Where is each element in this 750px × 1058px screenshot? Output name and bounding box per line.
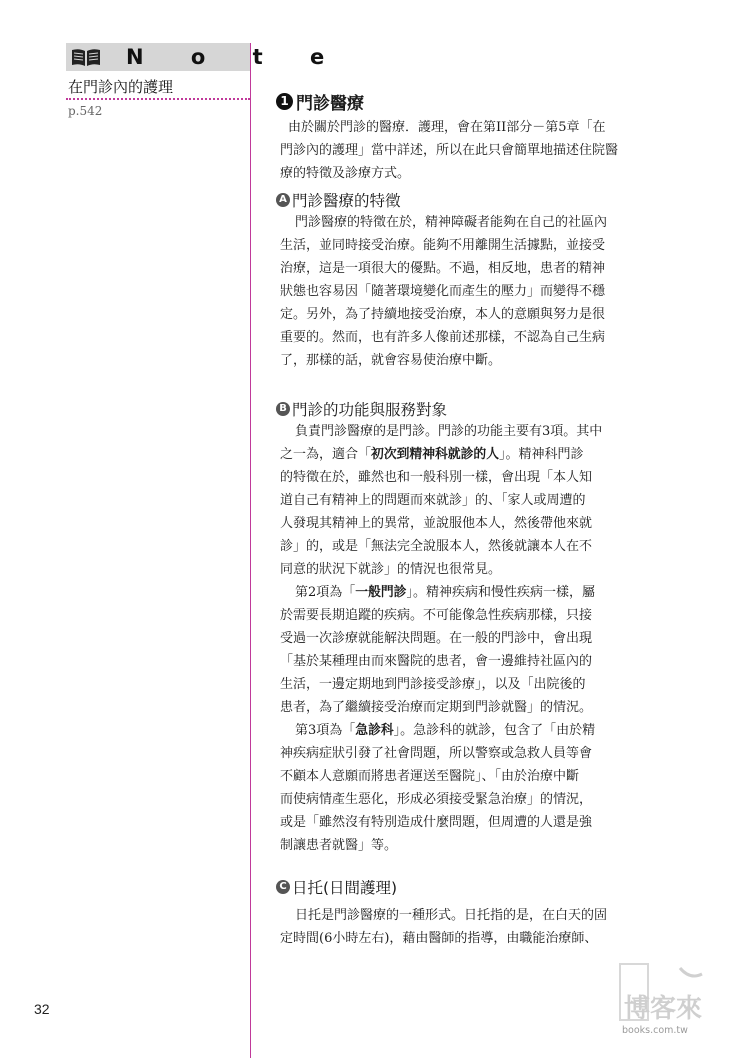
paragraph-line: 定。另外，為了持續地接受治療，本人的意願與努力是很 <box>280 307 606 322</box>
section-title: 門診醫療 <box>296 94 364 114</box>
paragraph-line: 或是「雖然沒有特別造成什麼問題，但周遭的人還是強 <box>280 815 593 830</box>
paragraph-line: 患者，為了繼續接受治療而定期到門診就醫」的情況。 <box>280 700 593 715</box>
emphasis-text: 急診科 <box>355 723 394 738</box>
paragraph-line: 日托是門診醫療的一種形式。日托指的是，在白天的固 <box>295 908 608 923</box>
paragraph-line: 神疾病症狀引發了社會問題，所以警察或急救人員等會 <box>280 746 593 761</box>
paragraph-line: 門診醫療的特徵在於，精神障礙者能夠在自己的社區內 <box>295 215 608 230</box>
paragraph-line: 人發現其精神上的異常，並說服他本人，然後帶他來就 <box>280 516 593 531</box>
section-number-badge: 1 <box>276 93 293 110</box>
paragraph-line: 診」的，或是「無法完全說服本人，然後就讓本人在不 <box>280 539 593 554</box>
open-book-icon <box>70 47 102 67</box>
paragraph-line: 狀態也容易因「隨著環境變化而產生的壓力」而變得不穩 <box>280 284 606 299</box>
paragraph-line: 療的特徵及診療方式。 <box>280 166 411 181</box>
watermark-text: 博客來 <box>624 994 703 1024</box>
page-number: 32 <box>34 1001 50 1017</box>
page-reference: p.542 <box>68 104 103 118</box>
paragraph-line: 不顧本人意願而將患者運送至醫院」、「由於治療中斷 <box>280 769 580 784</box>
subsection-letter-badge: C <box>276 880 290 894</box>
paragraph-line: 生活，並同時接受治療。能夠不用離開生活據點，並接受 <box>280 238 606 253</box>
paragraph-line: 生活，一邊定期地到門診接受診療」，以及「出院後的 <box>280 677 586 692</box>
subsection-heading-a <box>276 189 401 211</box>
subsection-letter-badge: A <box>276 193 290 207</box>
note-divider <box>66 98 250 100</box>
paragraph-line: 治療，這是一項很大的優點。不過，相反地，患者的精神 <box>280 261 606 276</box>
paragraph-line: 「基於某種理由而來醫院的患者，會一邊維持社區內的 <box>280 654 593 669</box>
paragraph-line: 制讓患者就醫」等。 <box>280 838 398 853</box>
emphasis-text: 一般門診 <box>355 585 407 600</box>
paragraph-line: 道自己有精神上的問題而來就診」的、「家人或周遭的 <box>280 493 586 508</box>
paragraph-line: 之一為，適合「初次到精神科就診的人」。精神科門診 <box>280 447 584 462</box>
watermark-url: books.com.tw <box>622 1025 688 1036</box>
paragraph-line: 負責門診醫療的是門診。門診的功能主要有3項。其中 <box>295 424 603 439</box>
emphasis-text: 初次到精神科就診的人 <box>371 447 499 462</box>
note-topic: 在門診內的護理 <box>68 78 174 96</box>
subsection-letter-badge: B <box>276 402 290 416</box>
section-heading <box>276 89 364 114</box>
paragraph-line: 定時間(6小時左右)，藉由醫師的指導，由職能治療師、 <box>280 931 598 946</box>
note-title: N o t e <box>126 45 345 69</box>
paragraph-line: 第2項為「一般門診」。精神疾病和慢性疾病一樣，屬 <box>295 585 595 600</box>
subsection-heading-b <box>276 398 447 420</box>
paragraph-line: 門診內的護理」當中詳述，所以在此只會簡單地描述住院醫 <box>280 143 619 158</box>
subsection-title: 門診的功能與服務對象 <box>292 401 448 419</box>
paragraph-line: 於需要長期追蹤的疾病。不可能像急性疾病那樣，只接 <box>280 608 593 623</box>
watermark <box>618 962 738 1042</box>
paragraph-line: 受過一次診療就能解決問題。在一般的門診中，會出現 <box>280 631 593 646</box>
paragraph-line: 而使病情產生惡化，形成必須接受緊急治療」的情況， <box>280 792 593 807</box>
margin-rule <box>250 43 251 1058</box>
paragraph-line: 重要的。然而，也有許多人像前述那樣，不認為自己生病 <box>280 330 606 345</box>
paragraph-line: 由於關於門診的醫療．護理，會在第II部分－第5章「在 <box>288 120 606 135</box>
subsection-title: 日托(日間護理) <box>292 879 398 897</box>
paragraph-line: 了，那樣的話，就會容易使治療中斷。 <box>280 353 502 368</box>
subsection-title: 門診醫療的特徵 <box>292 192 401 210</box>
paragraph-line: 第3項為「急診科」。急診科的就診，包含了「由於精 <box>295 723 596 738</box>
paragraph-line: 的特徵在於，雖然也和一般科別一樣，會出現「本人知 <box>280 470 593 485</box>
subsection-heading-c <box>276 876 397 898</box>
paragraph-line: 同意的狀況下就診」的情況也很常見。 <box>280 562 502 577</box>
